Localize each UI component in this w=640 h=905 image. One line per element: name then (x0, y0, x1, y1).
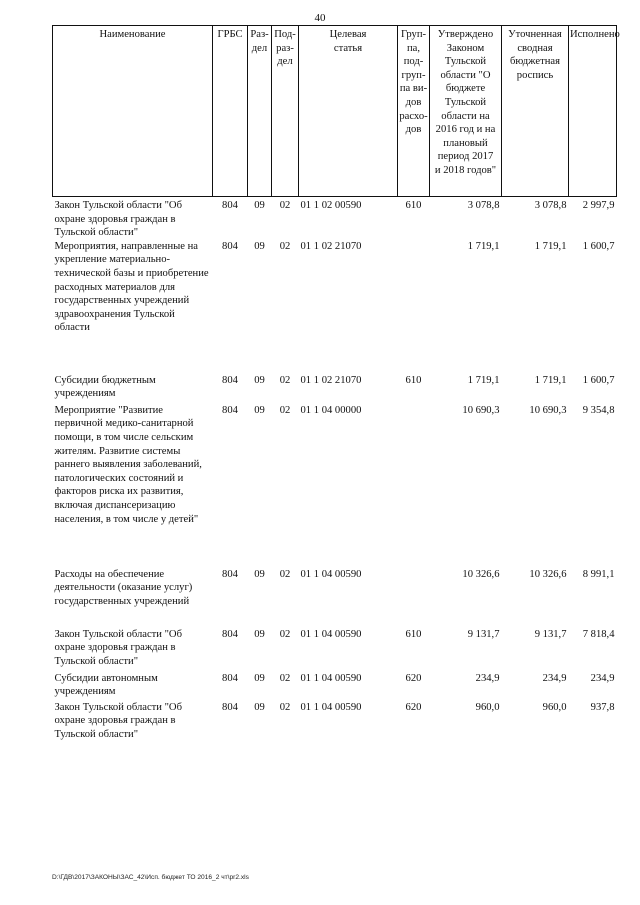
table-row (53, 197, 617, 240)
row-grbs: 804 (222, 568, 238, 580)
row-refined: 10 690,3 (529, 404, 567, 416)
row-refined: 3 078,8 (534, 200, 567, 211)
row-group: 620 (405, 672, 422, 684)
row-grbs: 804 (222, 240, 238, 252)
row-grbs: 804 (222, 374, 238, 386)
row-executed: 2 997,9 (582, 200, 615, 211)
row-article: 01 1 04 00590 (300, 568, 362, 580)
row-razdel: 09 (254, 240, 265, 252)
row-podrazdel: 02 (279, 568, 291, 580)
row-podrazdel: 02 (279, 374, 291, 386)
row-executed: 7 818,4 (582, 628, 615, 640)
table-row (53, 672, 617, 701)
row-podrazdel: 02 (279, 701, 291, 713)
row-podrazdel: 02 (279, 628, 291, 640)
row-razdel: 09 (254, 568, 265, 580)
row-group: 620 (405, 701, 422, 713)
row-razdel: 09 (254, 672, 265, 684)
row-grbs: 804 (222, 701, 238, 713)
row-group (398, 240, 430, 374)
row-article: 01 1 02 21070 (300, 374, 362, 386)
row-grbs: 804 (222, 628, 238, 640)
table-row (53, 374, 617, 404)
row-group (398, 404, 430, 568)
row-name: Субсидии автономным учреждениям (54, 672, 158, 698)
row-grbs: 804 (222, 404, 238, 416)
row-refined: 9 131,7 (534, 628, 567, 640)
row-name: Мероприятия, направленные на укрепление материально-технической базы и приобретение расходных материалов для государственных учреждений здравоохранения Тульской области (54, 240, 209, 334)
row-approved: 960,0 (475, 701, 500, 713)
row-approved: 234,9 (475, 672, 500, 684)
table-row (53, 628, 617, 672)
row-executed: 1 600,7 (582, 240, 615, 252)
row-executed: 937,8 (590, 701, 615, 713)
row-article: 01 1 04 00000 (300, 404, 362, 416)
row-razdel: 09 (254, 628, 265, 640)
header-name: Наименование (53, 26, 213, 197)
row-refined: 1 719,1 (534, 374, 567, 386)
header-refined: Уточненная сводная бюджетная роспись (502, 26, 569, 197)
row-article: 01 1 04 00590 (300, 628, 362, 640)
table-header-row (53, 26, 617, 197)
row-approved: 3 078,8 (467, 200, 500, 211)
header-approved: Утверждено Законом Тульской области "О бюджете Тульской области на 2016 год и на плановый период 2017 и 2018 годов" (430, 26, 502, 197)
header-grbs: ГРБС (213, 26, 248, 197)
row-podrazdel: 02 (279, 404, 291, 416)
row-refined: 1 719,1 (534, 240, 567, 252)
row-approved: 10 690,3 (462, 404, 500, 416)
row-name: Субсидии бюджетным учреждениям (54, 374, 156, 400)
row-razdel: 09 (254, 404, 265, 416)
table-row (53, 568, 617, 628)
row-article: 01 1 04 00590 (300, 701, 362, 713)
row-executed: 8 991,1 (582, 568, 615, 580)
row-executed: 234,9 (590, 672, 615, 684)
row-group: 610 (405, 628, 422, 640)
row-razdel: 09 (254, 701, 265, 713)
row-name: Мероприятие "Развитие первичной медико-санитарной помощи, в том числе сельским жителям. Развитие системы раннего выявления заболеваний, патологических состояний и факторов риска их развития, включая диспансеризацию населения, в том числе у детей" (54, 404, 202, 525)
row-article: 01 1 04 00590 (300, 672, 362, 684)
header-executed: Исполнено (569, 26, 617, 197)
row-podrazdel: 02 (279, 200, 291, 211)
row-name: Закон Тульской области "Об охране здоровья граждан в Тульской области" (54, 628, 182, 667)
row-approved: 9 131,7 (467, 628, 500, 640)
row-group: 610 (405, 200, 422, 211)
row-name: Расходы на обеспечение деятельности (оказание услуг) государственных учреждений (54, 568, 193, 607)
row-executed: 1 600,7 (582, 374, 615, 386)
row-razdel: 09 (254, 200, 265, 211)
row-article: 01 1 02 21070 (300, 240, 362, 252)
file-path-footer: D:\ГДВ\2017\ЗАКОНЫ\ЗАС_42\Исп. бюджет ТО 2016_2 чт\pr2.xls (52, 874, 249, 881)
table-row (53, 701, 617, 745)
budget-table (52, 25, 620, 745)
table-row (53, 404, 617, 568)
row-grbs: 804 (222, 200, 238, 211)
row-name: Закон Тульской области "Об охране здоровья граждан в Тульской области" (54, 200, 182, 239)
header-group: Груп- па, под- груп- па ви- дов расхо- дов (398, 26, 430, 197)
row-refined: 234,9 (542, 672, 567, 684)
row-approved: 1 719,1 (467, 240, 500, 252)
row-group: 610 (405, 374, 422, 386)
row-razdel: 09 (254, 374, 265, 386)
row-group (398, 568, 430, 628)
header-article: Целевая статья (299, 26, 398, 197)
row-refined: 10 326,6 (529, 568, 567, 580)
row-article: 01 1 02 00590 (300, 200, 362, 211)
row-podrazdel: 02 (279, 672, 291, 684)
row-podrazdel: 02 (279, 240, 291, 252)
row-name: Закон Тульской области "Об охране здоровья граждан в Тульской области" (54, 701, 182, 740)
row-refined: 960,0 (542, 701, 567, 713)
row-approved: 10 326,6 (462, 568, 500, 580)
row-approved: 1 719,1 (467, 374, 500, 386)
table-row (53, 240, 617, 374)
row-executed: 9 354,8 (582, 404, 615, 416)
header-podrazdel: Под- раз- дел (272, 26, 299, 197)
header-razdel: Раз- дел (248, 26, 272, 197)
row-grbs: 804 (222, 672, 238, 684)
page-number: 40 (314, 12, 326, 24)
